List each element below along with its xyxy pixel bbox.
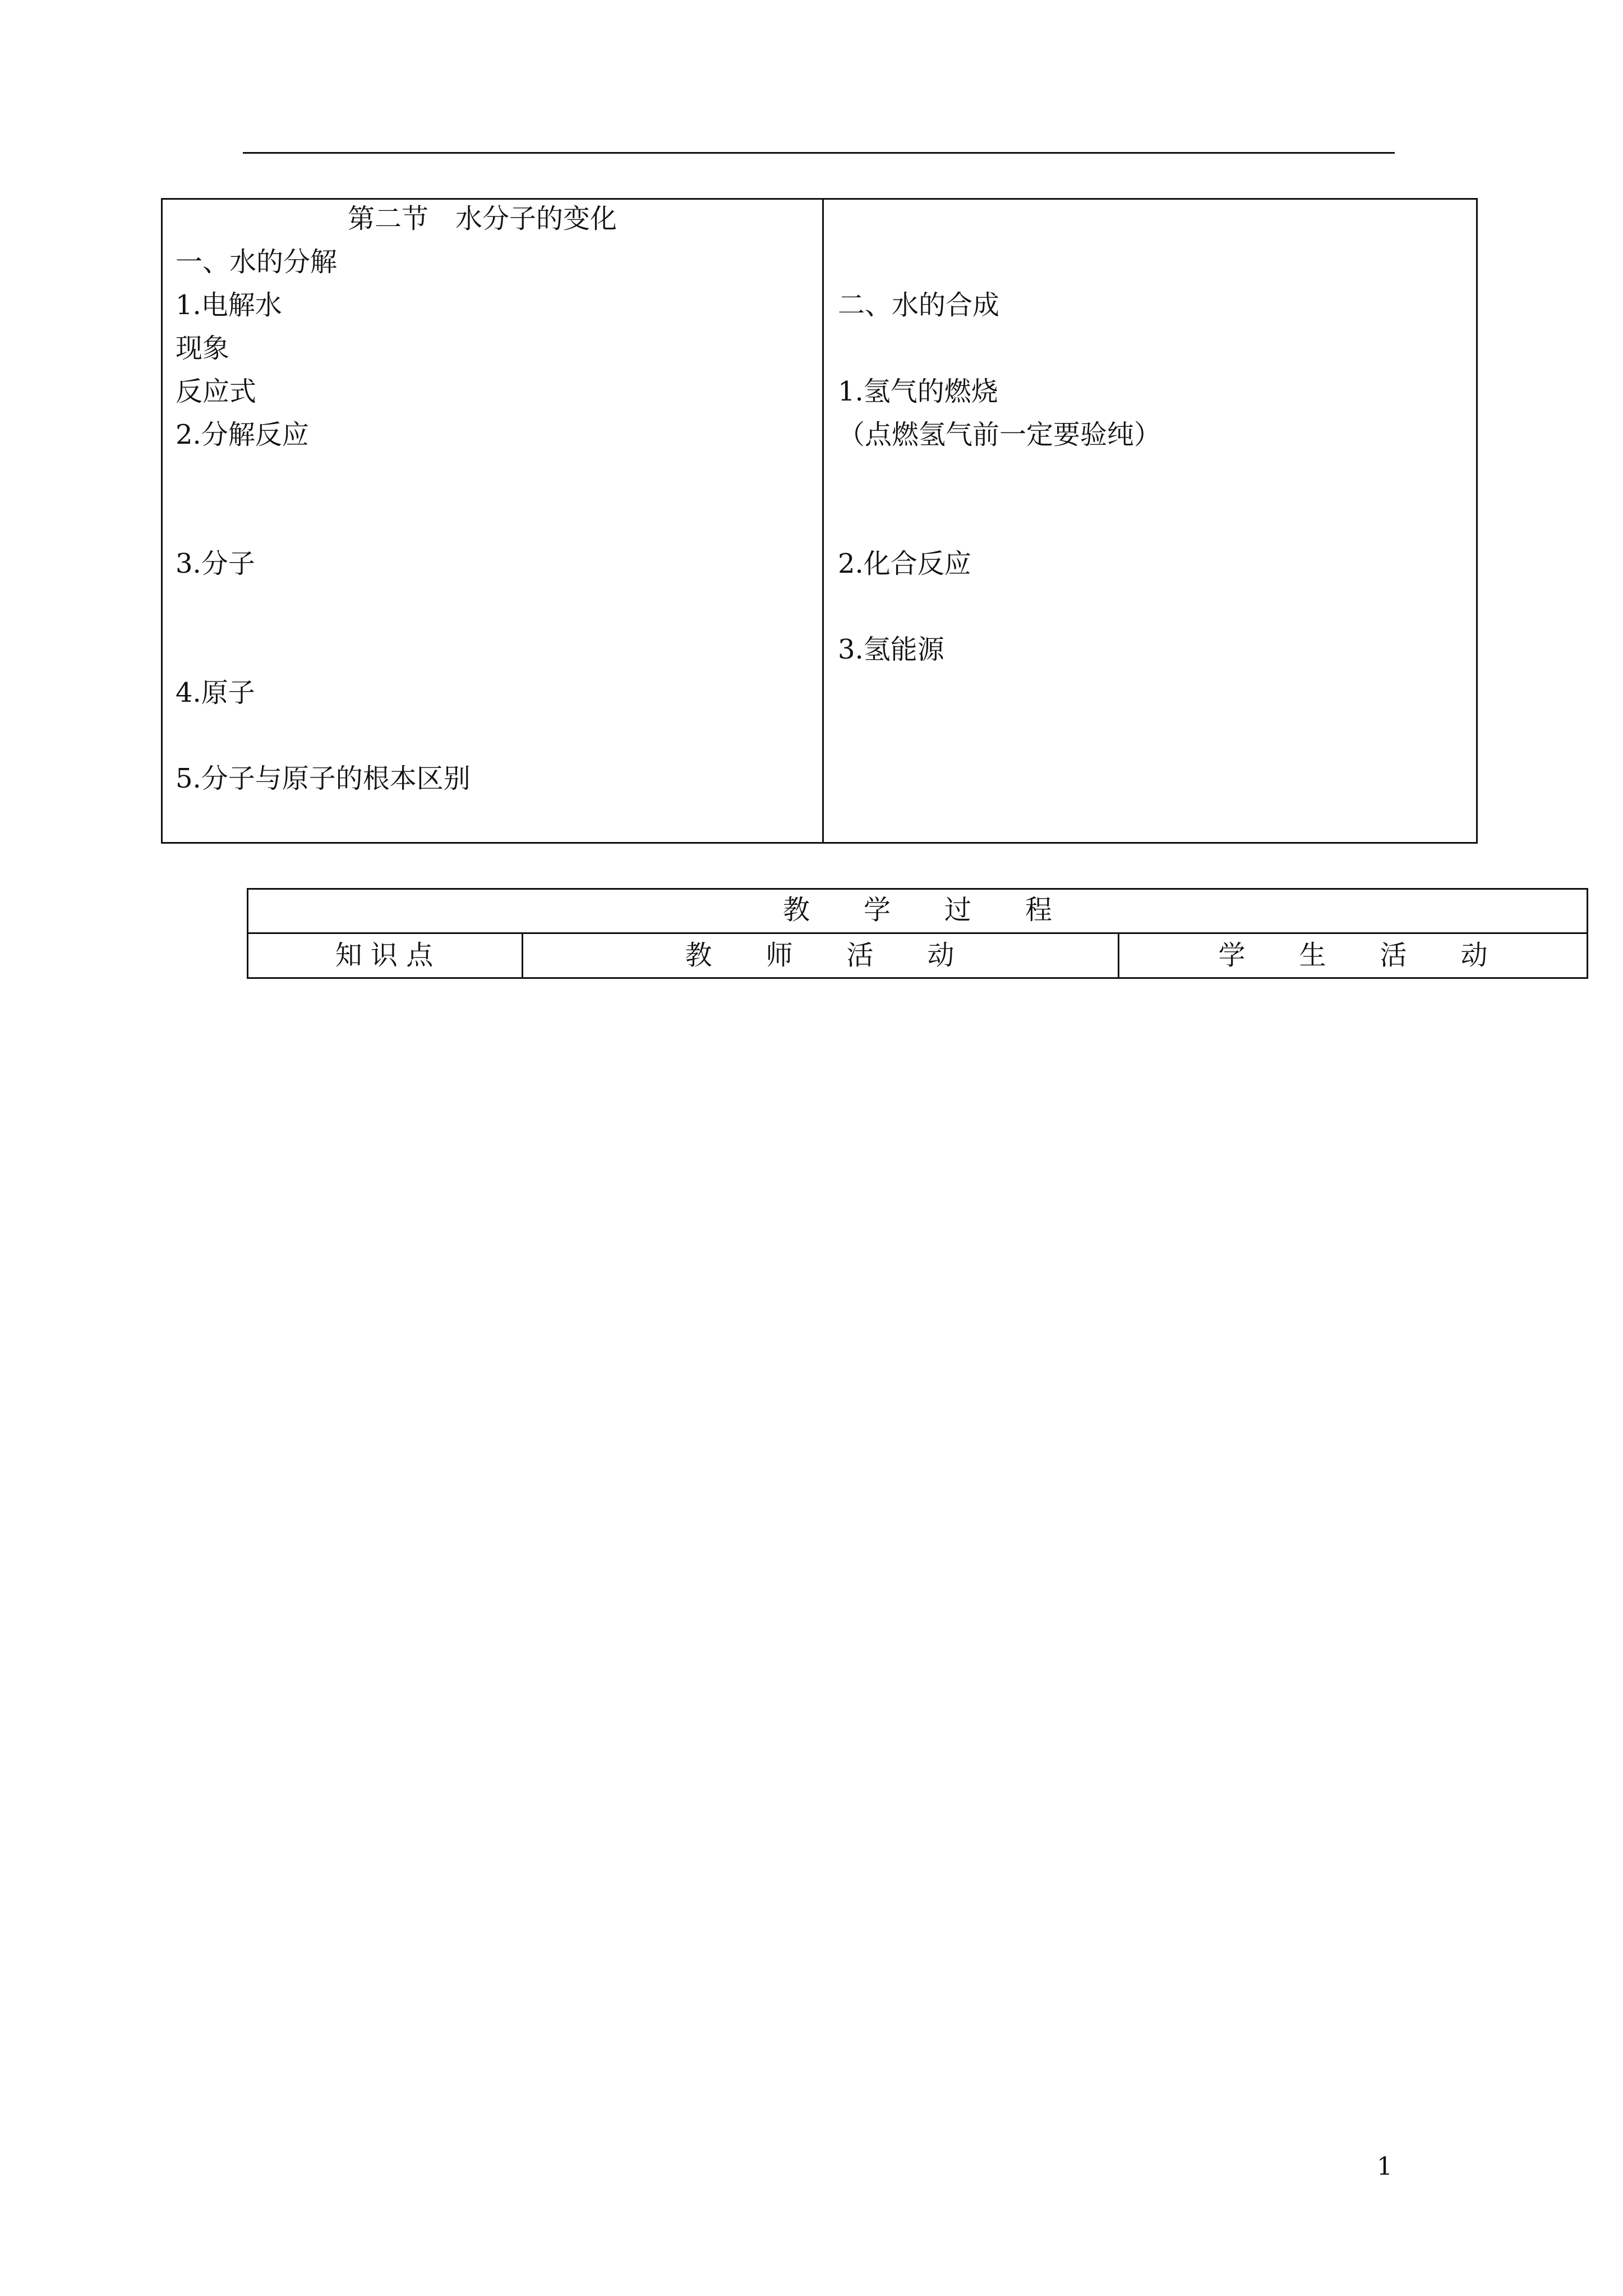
- left-item-phenomenon: 现象: [176, 333, 230, 364]
- left-item-equation: 反应式: [176, 376, 257, 407]
- outline-column-divider: [822, 198, 824, 844]
- column-student-activities: 学 生 活 动: [1218, 940, 1488, 971]
- page-number: 1: [1377, 2152, 1393, 2181]
- left-item-molecule: 3.分子: [176, 548, 255, 579]
- right-item-combination-reaction: 2.化合反应: [838, 548, 971, 579]
- column-teacher-activities: 教 师 活 动: [685, 940, 955, 971]
- left-item-electrolysis: 1.电解水: [176, 289, 282, 321]
- header-rule: [243, 152, 1395, 154]
- blackboard-outline-box: [161, 198, 1478, 844]
- left-heading-decomposition: 一、水的分解: [176, 246, 338, 278]
- right-item-hydrogen-energy: 3.氢能源: [838, 634, 944, 665]
- left-item-decomposition-reaction: 2.分解反应: [176, 419, 309, 450]
- teaching-process-title: 教 学 过 程: [782, 894, 1052, 926]
- right-item-hydrogen-combustion: 1.氢气的燃烧: [838, 376, 998, 407]
- right-heading-synthesis: 二、水的合成: [838, 289, 1000, 321]
- section-title: 第二节 水分子的变化: [348, 203, 617, 234]
- left-item-atom: 4.原子: [176, 677, 255, 708]
- teaching-process-header-rule: [247, 932, 1588, 934]
- right-item-purity-note: （点燃氢气前一定要验纯）: [838, 419, 1161, 450]
- left-item-molecule-atom-difference: 5.分子与原子的根本区别: [176, 763, 471, 794]
- column-knowledge-points: 知 识 点: [335, 940, 434, 971]
